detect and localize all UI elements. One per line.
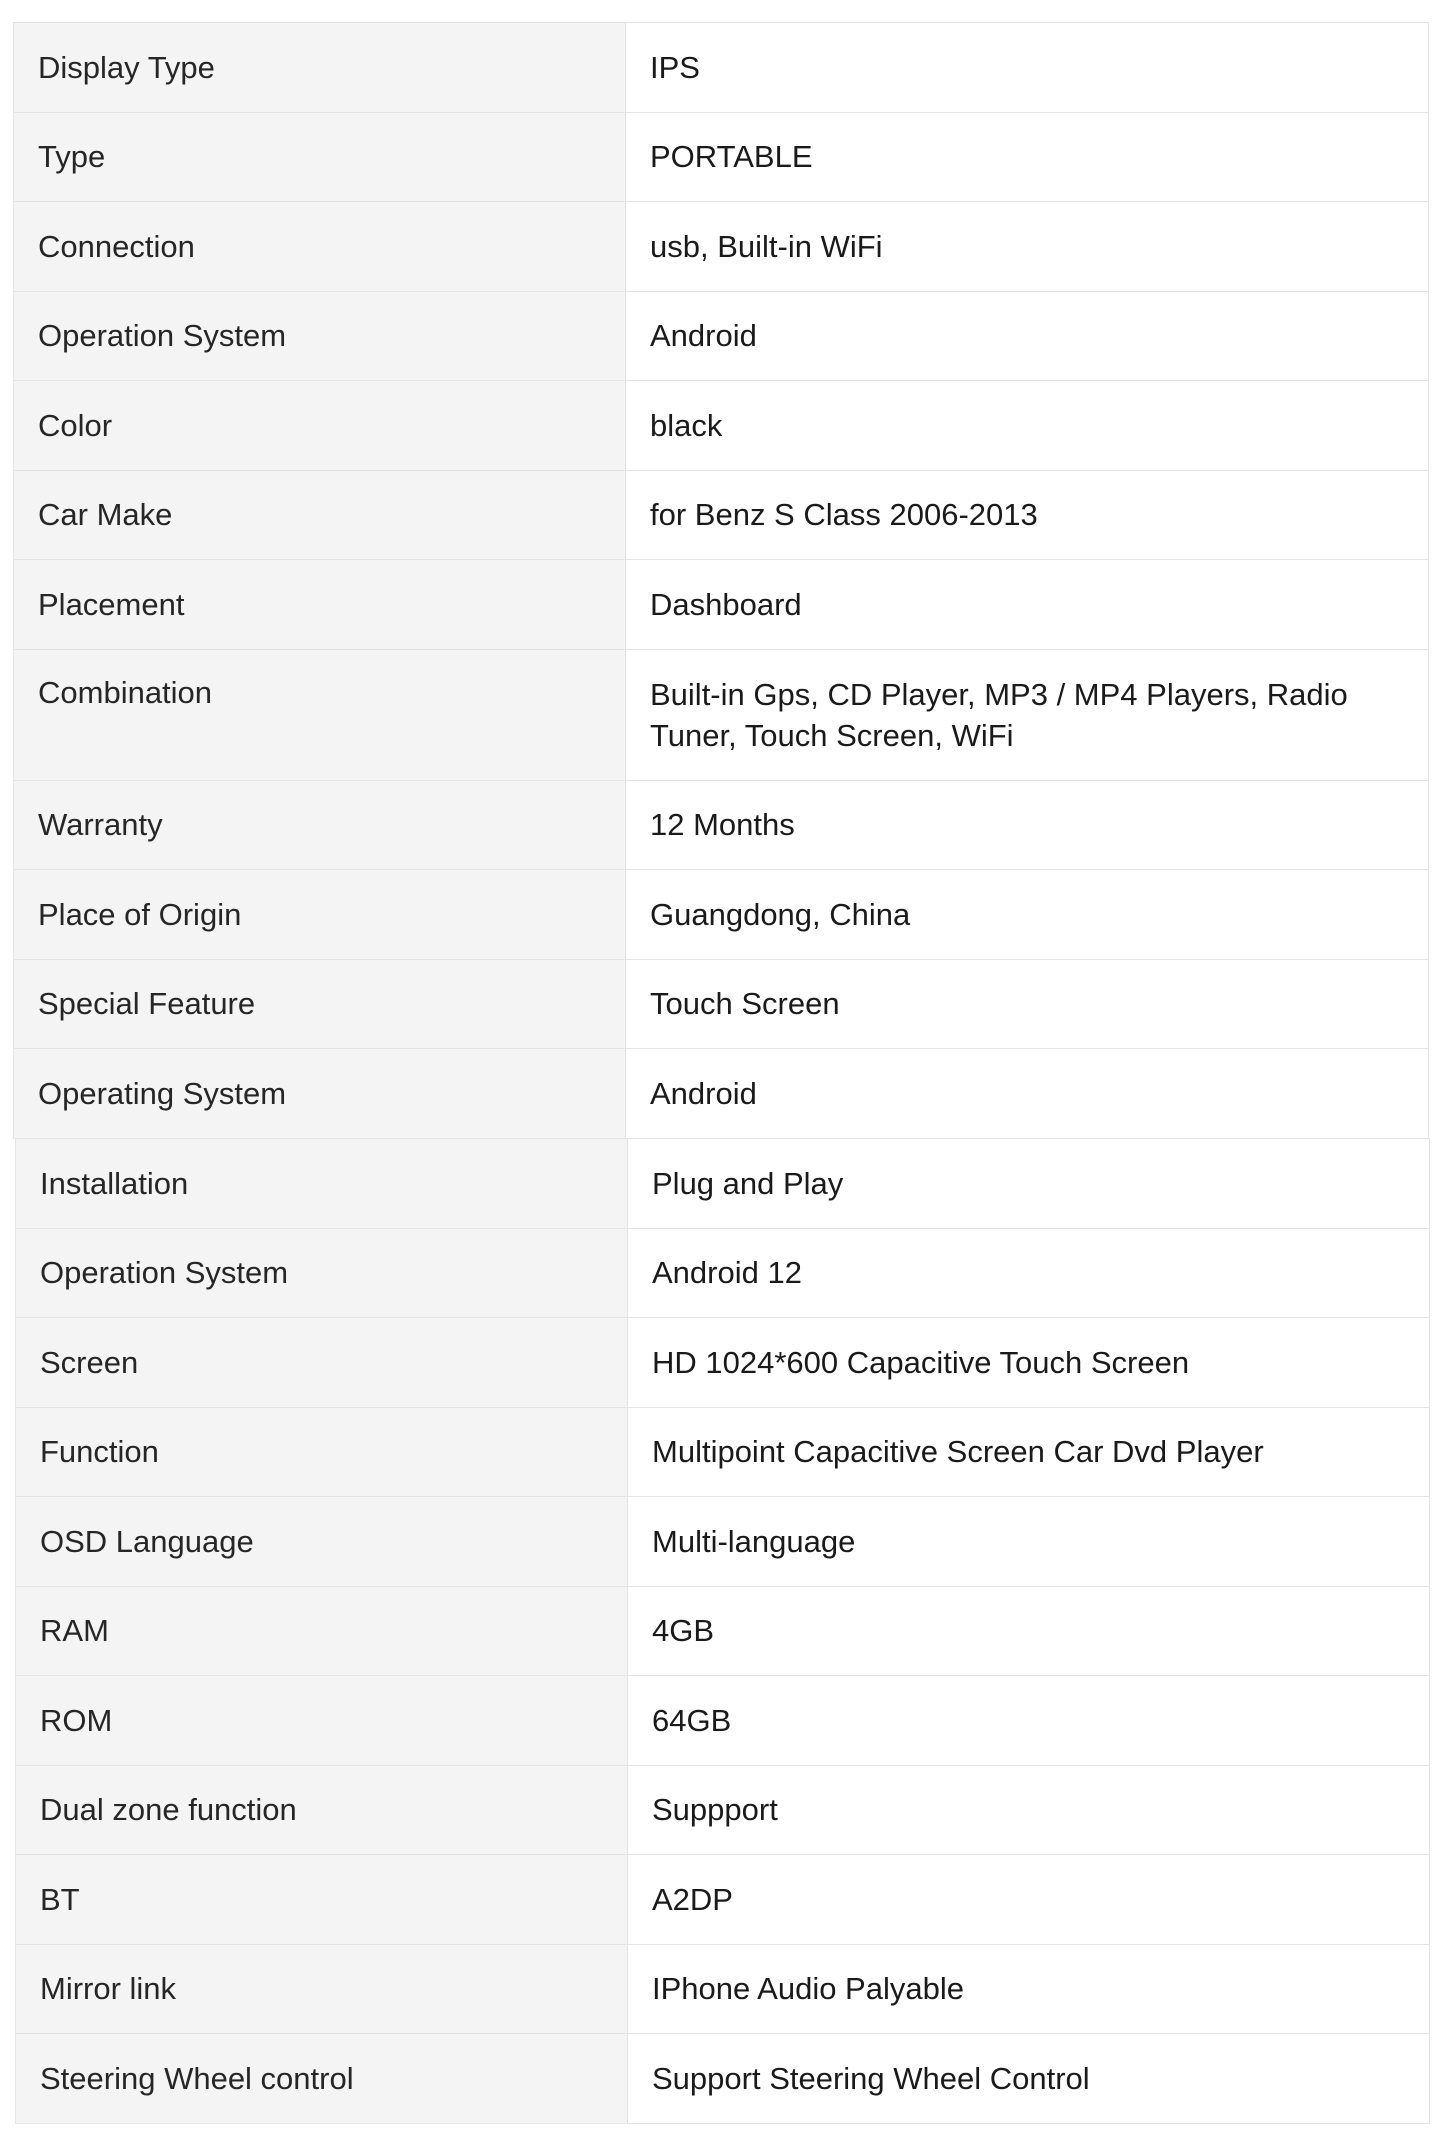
spec-label: Color (14, 381, 626, 471)
table-row (16, 2034, 1430, 2124)
spec-value: HD 1024*600 Capacitive Touch Screen (628, 1318, 1430, 1408)
table-row (14, 291, 1429, 381)
table-row (16, 1139, 1430, 1229)
spec-label: Dual zone function (16, 1765, 628, 1855)
spec-value: Plug and Play (628, 1139, 1430, 1229)
spec-label: Function (16, 1407, 628, 1497)
table-row (14, 959, 1429, 1049)
spec-label: BT (16, 1855, 628, 1945)
table-row (16, 1765, 1430, 1855)
spec-label: ROM (16, 1676, 628, 1766)
spec-label: Steering Wheel control (16, 2034, 628, 2124)
spec-value: Android 12 (628, 1228, 1430, 1318)
spec-label: Combination (14, 649, 626, 780)
table-row (14, 1049, 1429, 1139)
spec-label: Display Type (14, 23, 626, 113)
spec-label: Screen (16, 1318, 628, 1408)
spec-value: Dashboard (626, 560, 1429, 650)
spec-value: black (626, 381, 1429, 471)
spec-value: usb, Built-in WiFi (626, 202, 1429, 292)
spec-value: Multi-language (628, 1497, 1430, 1587)
spec-label: Warranty (14, 780, 626, 870)
spec-value: Android (626, 291, 1429, 381)
table-row (14, 381, 1429, 471)
spec-value: Guangdong, China (626, 870, 1429, 960)
spec-value: PORTABLE (626, 112, 1429, 202)
spec-value: 4GB (628, 1586, 1430, 1676)
table-row (16, 1855, 1430, 1945)
spec-label: Special Feature (14, 959, 626, 1049)
spec-value: Built-in Gps, CD Player, MP3 / MP4 Players, Radio Tuner, Touch Screen, WiFi (626, 649, 1429, 780)
spec-label: Mirror link (16, 1944, 628, 2034)
spec-label: Place of Origin (14, 870, 626, 960)
spec-table-part1 (13, 22, 1429, 1139)
table-row (14, 870, 1429, 960)
table-row (16, 1407, 1430, 1497)
spec-value: Support Steering Wheel Control (628, 2034, 1430, 2124)
spec-label: Connection (14, 202, 626, 292)
table-row (16, 1228, 1430, 1318)
table-row (14, 23, 1429, 113)
table-row (16, 1586, 1430, 1676)
spec-value: Touch Screen (626, 959, 1429, 1049)
spec-table-part2 (15, 1138, 1430, 2124)
spec-label: Car Make (14, 470, 626, 560)
spec-value: Suppport (628, 1765, 1430, 1855)
spec-value: IPS (626, 23, 1429, 113)
table-row (16, 1944, 1430, 2034)
table-row (14, 780, 1429, 870)
table-row (14, 649, 1429, 780)
spec-label: RAM (16, 1586, 628, 1676)
spec-value: for Benz S Class 2006-2013 (626, 470, 1429, 560)
spec-value: 64GB (628, 1676, 1430, 1766)
table-row (14, 470, 1429, 560)
spec-label: Operation System (14, 291, 626, 381)
spec-label: OSD Language (16, 1497, 628, 1587)
table-row (14, 112, 1429, 202)
table-row (16, 1318, 1430, 1408)
spec-label: Operation System (16, 1228, 628, 1318)
spec-label: Type (14, 112, 626, 202)
spec-value: 12 Months (626, 780, 1429, 870)
spec-value: Android (626, 1049, 1429, 1139)
spec-value: IPhone Audio Palyable (628, 1944, 1430, 2034)
table-row (14, 202, 1429, 292)
spec-label: Placement (14, 560, 626, 650)
spec-label: Installation (16, 1139, 628, 1229)
spec-value: Multipoint Capacitive Screen Car Dvd Player (628, 1407, 1430, 1497)
table-row (14, 560, 1429, 650)
table-row (16, 1676, 1430, 1766)
spec-value: A2DP (628, 1855, 1430, 1945)
spec-label: Operating System (14, 1049, 626, 1139)
table-row (16, 1497, 1430, 1587)
